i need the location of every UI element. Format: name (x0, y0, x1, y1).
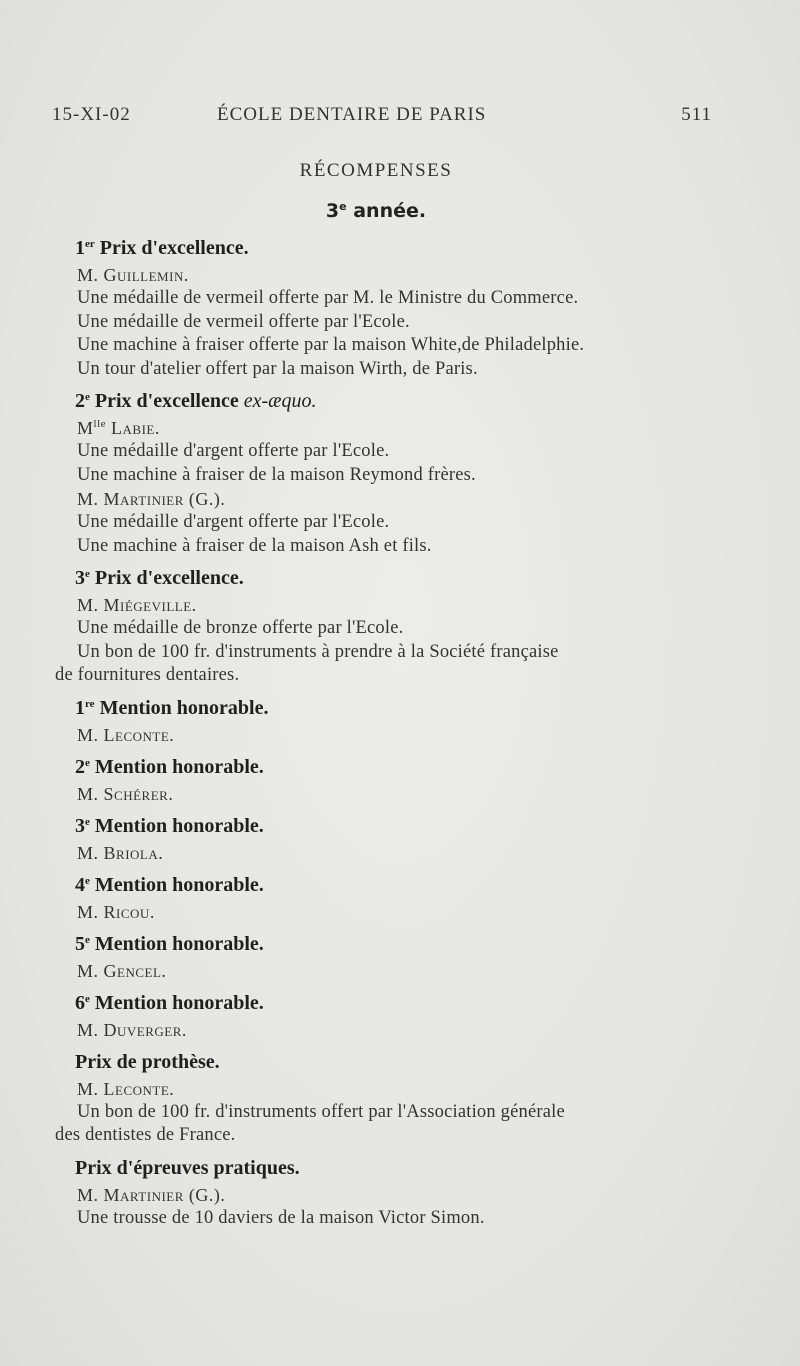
recipient-suffix: . (168, 783, 174, 804)
recipient-title: M (77, 418, 94, 438)
award-heading (55, 812, 705, 841)
year-ordinal: e (339, 200, 347, 213)
prize-line: Une médaille de vermeil offerte par M. le Ministre du Commerce. (77, 288, 579, 308)
award-label: Mention honorable. (94, 696, 269, 719)
award-section (55, 234, 705, 381)
award-number: 3 (75, 814, 85, 837)
recipient-name (55, 782, 705, 806)
year-heading (0, 200, 752, 222)
award-qualifier: ex-æquo. (243, 390, 317, 412)
award-heading (55, 930, 705, 959)
award-label: Prix d'excellence. (94, 237, 249, 259)
recipient-suffix: (G.). (183, 1184, 226, 1205)
award-section (55, 871, 705, 924)
recipient-title: M. (77, 489, 104, 509)
award-ordinal: e (85, 933, 90, 946)
award-label: Prix d'épreuves pratiques. (75, 1156, 300, 1179)
recipient-title: M. (77, 842, 104, 863)
recipient-suffix: . (169, 724, 175, 745)
award-section (55, 1154, 705, 1231)
award-section (55, 989, 705, 1042)
award-section (55, 694, 705, 747)
awards-list (55, 232, 705, 1236)
award-label: Mention honorable. (89, 755, 264, 778)
award-ordinal: e (85, 756, 90, 769)
recipient-surname: Guillemin (103, 265, 184, 285)
prize-line: Une médaille de vermeil offerte par l'Ecole. (77, 311, 410, 332)
recipient-name (55, 1183, 705, 1207)
recipient-title: M. (77, 724, 104, 745)
recipient-title: M. (77, 265, 104, 285)
award-ordinal: e (85, 568, 90, 580)
award-section (55, 1048, 705, 1148)
recipient-name (55, 1018, 705, 1042)
award-label: Prix d'excellence (89, 390, 244, 412)
page-title: RÉCOMPENSES (299, 160, 453, 181)
journal-title: ÉCOLE DENTAIRE DE PARIS (217, 104, 487, 125)
recipient-surname: Leconte (103, 724, 170, 745)
recipient-title: M. (77, 595, 104, 615)
prize-line: Une trousse de 10 daviers de la maison Victor Simon. (77, 1207, 485, 1228)
prize-line: des dentistes de France. (55, 1125, 236, 1145)
recipient-suffix: . (191, 595, 197, 615)
award-ordinal: e (85, 815, 90, 828)
recipient-name (55, 416, 705, 440)
award-label: Mention honorable. (89, 932, 264, 955)
recipient-title: M. (77, 783, 104, 804)
prize-line: Une machine à fraiser offerte par la maison White,de Philadelphie. (77, 335, 585, 355)
recipient-suffix: . (158, 842, 164, 863)
recipient-title: M. (77, 901, 104, 922)
recipient-suffix: . (161, 960, 167, 981)
award-number: 2 (75, 390, 85, 412)
award-heading (55, 1048, 705, 1077)
award-label: Prix de prothèse. (75, 1050, 220, 1073)
award-number: 1 (75, 237, 85, 259)
award-ordinal: e (85, 992, 90, 1005)
recipient-suffix: . (154, 418, 160, 438)
award-number: 6 (75, 991, 85, 1014)
award-section (55, 753, 705, 806)
recipient-name (55, 487, 705, 511)
award-number: 3 (75, 567, 85, 589)
year-number: 3 (325, 200, 340, 222)
recipient-suffix: . (183, 265, 189, 285)
recipient-surname: Duverger (103, 1019, 182, 1040)
award-ordinal: er (85, 238, 95, 250)
recipient-surname: Briola (103, 842, 159, 863)
recipient-surname: Miégeville (103, 595, 192, 615)
award-number: 4 (75, 873, 85, 896)
recipient-title: M. (77, 1019, 104, 1040)
award-heading (55, 564, 705, 593)
recipient-surname: Gencel (103, 960, 162, 981)
recipient-name (55, 593, 705, 617)
award-number: 5 (75, 932, 85, 955)
prize-line: Une machine à fraiser de la maison Ash et fils. (77, 535, 432, 556)
award-heading (55, 387, 705, 416)
award-number: 2 (75, 755, 85, 778)
award-label: Mention honorable. (89, 991, 264, 1014)
award-ordinal: e (85, 874, 90, 887)
recipient-name (55, 841, 705, 865)
award-label: Mention honorable. (89, 873, 264, 896)
recipient-suffix: . (149, 901, 155, 922)
recipient-surname: Schérer (103, 783, 169, 804)
recipient-name (55, 900, 705, 924)
recipient-name (55, 723, 705, 747)
prize-line: Une médaille d'argent offerte par l'Ecole. (77, 512, 390, 532)
page-number: 511 (681, 104, 712, 125)
recipient-name (55, 959, 705, 983)
recipient-name (55, 1077, 705, 1101)
recipient-title: M. (77, 1184, 104, 1205)
award-section (55, 930, 705, 983)
prize-line: Une médaille d'argent offerte par l'Ecole. (77, 441, 390, 461)
award-heading (55, 871, 705, 900)
award-ordinal: re (85, 697, 95, 710)
recipient-surname: Ricou (103, 901, 150, 922)
recipient-surname: Martinier (103, 489, 184, 509)
recipient-title: M. (77, 960, 104, 981)
prize-line: Un tour d'atelier offert par la maison Wirth, de Paris. (77, 358, 478, 379)
prize-line: Un bon de 100 fr. d'instruments à prendre à la Société française (77, 641, 559, 662)
award-heading (55, 234, 705, 263)
award-section (55, 387, 705, 558)
recipient-title: M. (77, 1078, 104, 1099)
issue-date: 15-XI-02 (52, 104, 131, 125)
recipient-surname: Leconte (103, 1078, 170, 1099)
award-heading (55, 1154, 705, 1183)
recipient-suffix: . (181, 1019, 187, 1040)
recipient-title-sup: lle (93, 418, 107, 430)
award-section (55, 812, 705, 865)
prize-line: de fournitures dentaires. (55, 665, 240, 685)
recipient-suffix: . (169, 1078, 175, 1099)
recipient-suffix: (G.). (183, 489, 226, 509)
recipient-name (55, 263, 705, 287)
recipient-surname: Martinier (103, 1184, 184, 1205)
recipient-surname: Labie (106, 418, 155, 438)
prize-line: Une machine à fraiser de la maison Reymond frères. (77, 464, 476, 485)
award-label: Mention honorable. (89, 814, 264, 837)
award-label: Prix d'excellence. (89, 567, 244, 589)
award-ordinal: e (85, 391, 90, 403)
award-section (55, 564, 705, 688)
award-number: 1 (75, 696, 85, 719)
award-heading (55, 694, 705, 723)
award-heading (55, 989, 705, 1018)
year-label: année. (346, 200, 427, 222)
award-heading (55, 753, 705, 782)
prize-line: Un bon de 100 fr. d'instruments offert par l'Association générale (77, 1101, 565, 1122)
prize-line: Une médaille de bronze offerte par l'Ecole. (77, 618, 404, 638)
